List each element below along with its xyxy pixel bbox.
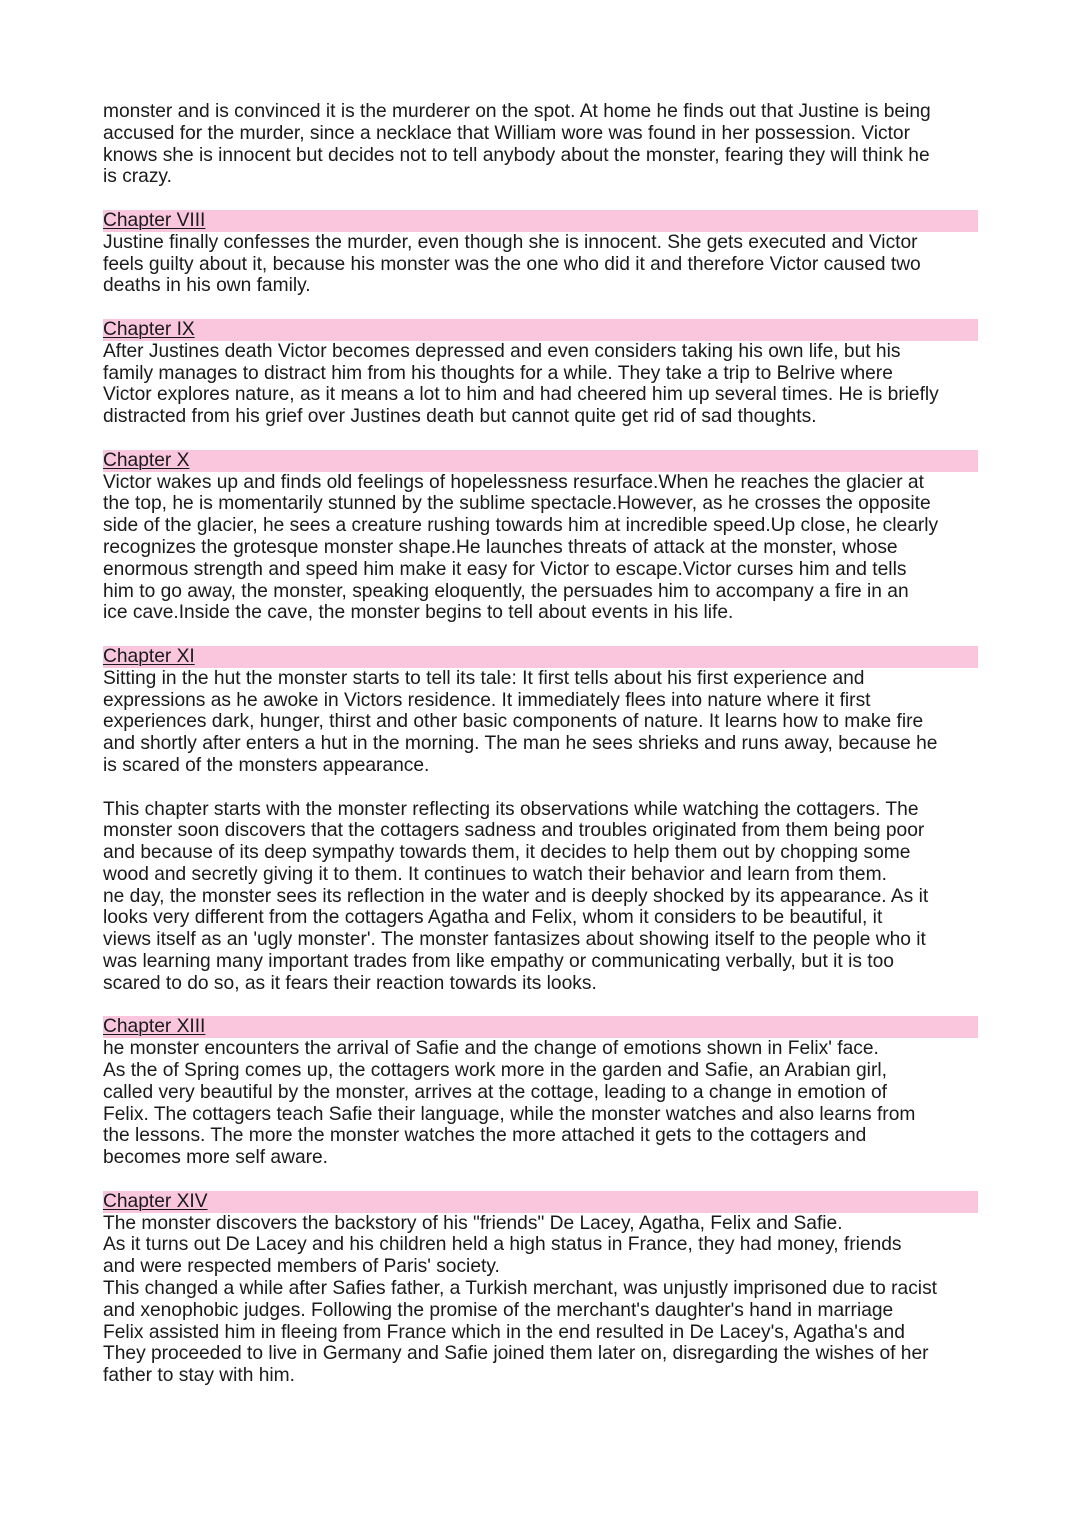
intro-paragraph bbox=[103, 101, 978, 188]
text-line: him to go away, the monster, speaking eloquently, the persuades him to accompany a fire in an bbox=[103, 580, 909, 602]
text-line: scared to do so, as it fears their reaction towards its looks. bbox=[103, 972, 597, 994]
chapter-paragraph bbox=[103, 1213, 978, 1387]
text-line: views itself as an 'ugly monster'. The monster fantasizes about showing itself to the people who it bbox=[103, 929, 926, 951]
paragraph-spacer bbox=[103, 1169, 978, 1191]
chapter-heading-x bbox=[103, 450, 978, 472]
text-line: and shortly after enters a hut in the morning. The man he sees shrieks and runs away, because he bbox=[103, 733, 938, 755]
text-line: This changed a while after Safies father, a Turkish merchant, was unjustly imprisoned due to racist bbox=[103, 1278, 937, 1300]
text-line: monster and is convinced it is the murderer on the spot. At home he finds out that Justine is being bbox=[103, 101, 931, 122]
text-line: side of the glacier, he sees a creature rushing towards him at incredible speed.Up close, he clearly bbox=[103, 515, 939, 537]
chapter-heading-xi bbox=[103, 646, 978, 668]
text-line: is scared of the monsters appearance. bbox=[103, 754, 430, 776]
text-line: family manages to distract him from his thoughts for a while. They take a trip to Belrive where bbox=[103, 362, 893, 384]
text-line: father to stay with him. bbox=[103, 1365, 295, 1387]
text-line: accused for the murder, since a necklace that William wore was found in her possession. Victor bbox=[103, 122, 910, 144]
text-line: Sitting in the hut the monster starts to tell its tale: It first tells about his first experience and bbox=[103, 667, 865, 689]
text-line: This chapter starts with the monster reflecting its observations while watching the cottagers. The bbox=[103, 798, 919, 820]
text-line: the lessons. The more the monster watches the more attached it gets to the cottagers and bbox=[103, 1125, 867, 1147]
text-line: enormous strength and speed him make it easy for Victor to escape.Victor curses him and tells bbox=[103, 558, 907, 580]
text-line: and because of its deep sympathy towards them, it decides to help them out by chopping some bbox=[103, 842, 911, 864]
document-page bbox=[103, 101, 978, 1387]
text-line: ice cave.Inside the cave, the monster begins to tell about events in his life. bbox=[103, 602, 734, 624]
chapter-heading-xiii bbox=[103, 1016, 978, 1038]
chapter-heading-viii bbox=[103, 210, 978, 232]
text-line: Victor wakes up and finds old feelings of hopelessness resurface.When he reaches the glacier at bbox=[103, 471, 924, 493]
chapter-heading-xiv bbox=[103, 1191, 978, 1213]
chapter-paragraph bbox=[103, 799, 978, 995]
paragraph-spacer bbox=[103, 624, 978, 646]
text-line: Justine finally confesses the murder, even though she is innocent. She gets executed and Victor bbox=[103, 231, 918, 253]
text-line: feels guilty about it, because his monster was the one who did it and therefore Victor caused two bbox=[103, 253, 921, 275]
paragraph-spacer bbox=[103, 428, 978, 450]
text-line: is crazy. bbox=[103, 166, 172, 188]
chapter-title: Chapter VIII bbox=[103, 209, 206, 231]
text-line: becomes more self aware. bbox=[103, 1147, 329, 1169]
text-line: looks very different from the cottagers Agatha and Felix, whom it considers to be beautiful, it bbox=[103, 907, 883, 929]
text-line: expressions as he awoke in Victors residence. It immediately flees into nature where it first bbox=[103, 689, 871, 711]
text-line: monster soon discovers that the cottagers sadness and troubles originated from them being poor bbox=[103, 820, 925, 842]
paragraph-spacer bbox=[103, 777, 978, 799]
text-line: recognizes the grotesque monster shape.He launches threats of attack at the monster, whose bbox=[103, 536, 898, 558]
text-line: and xenophobic judges. Following the promise of the merchant's daughter's hand in marriage bbox=[103, 1299, 894, 1321]
chapter-title: Chapter XIV bbox=[103, 1190, 208, 1212]
text-line: Victor explores nature, as it means a lot to him and had cheered him up several times. He is briefly bbox=[103, 384, 939, 406]
paragraph-spacer bbox=[103, 995, 978, 1017]
paragraph-spacer bbox=[103, 297, 978, 319]
chapter-paragraph bbox=[103, 668, 978, 777]
chapter-title: Chapter X bbox=[103, 449, 190, 471]
text-line: knows she is innocent but decides not to tell anybody about the monster, fearing they will think he bbox=[103, 144, 930, 166]
text-line: was learning many important trades from like empathy or communicating verbally, but it is too bbox=[103, 951, 894, 973]
text-line: experiences dark, hunger, thirst and other basic components of nature. It learns how to make fire bbox=[103, 711, 924, 733]
text-line: The monster discovers the backstory of his "friends" De Lacey, Agatha, Felix and Safie. bbox=[103, 1212, 843, 1234]
chapter-paragraph bbox=[103, 472, 978, 625]
text-line: the top, he is momentarily stunned by the sublime spectacle.However, as he crosses the opposite bbox=[103, 493, 931, 515]
text-line: deaths in his own family. bbox=[103, 275, 311, 297]
chapter-heading-ix bbox=[103, 319, 978, 341]
text-line: distracted from his grief over Justines death but cannot quite get rid of sad thoughts. bbox=[103, 406, 817, 428]
text-line: ne day, the monster sees its reflection in the water and is deeply shocked by its appearance. As it bbox=[103, 885, 929, 907]
chapter-title: Chapter XIII bbox=[103, 1016, 206, 1038]
paragraph-spacer bbox=[103, 188, 978, 210]
text-line: As the of Spring comes up, the cottagers work more in the garden and Safie, an Arabian girl, bbox=[103, 1060, 887, 1082]
text-line: called very beautiful by the monster, arrives at the cottage, leading to a change in emotion of bbox=[103, 1081, 887, 1103]
text-line: Felix assisted him in fleeing from France which in the end resulted in De Lacey's, Agatha's and bbox=[103, 1321, 905, 1343]
chapter-title: Chapter IX bbox=[103, 318, 195, 340]
text-line: They proceeded to live in Germany and Safie joined them later on, disregarding the wishes of her bbox=[103, 1343, 929, 1365]
text-line: After Justines death Victor becomes depressed and even considers taking his own life, but his bbox=[103, 340, 901, 362]
chapter-title: Chapter XI bbox=[103, 645, 195, 667]
text-line: wood and secretly giving it to them. It continues to watch their behavior and learn from them. bbox=[103, 863, 887, 885]
text-line: he monster encounters the arrival of Safie and the change of emotions shown in Felix' face. bbox=[103, 1038, 879, 1060]
chapter-paragraph bbox=[103, 341, 978, 428]
text-line: As it turns out De Lacey and his children held a high status in France, they had money, friends bbox=[103, 1234, 902, 1256]
chapter-paragraph bbox=[103, 232, 978, 297]
chapter-paragraph bbox=[103, 1038, 978, 1169]
text-line: Felix. The cottagers teach Safie their language, while the monster watches and also learns from bbox=[103, 1103, 916, 1125]
text-line: and were respected members of Paris' society. bbox=[103, 1256, 500, 1278]
